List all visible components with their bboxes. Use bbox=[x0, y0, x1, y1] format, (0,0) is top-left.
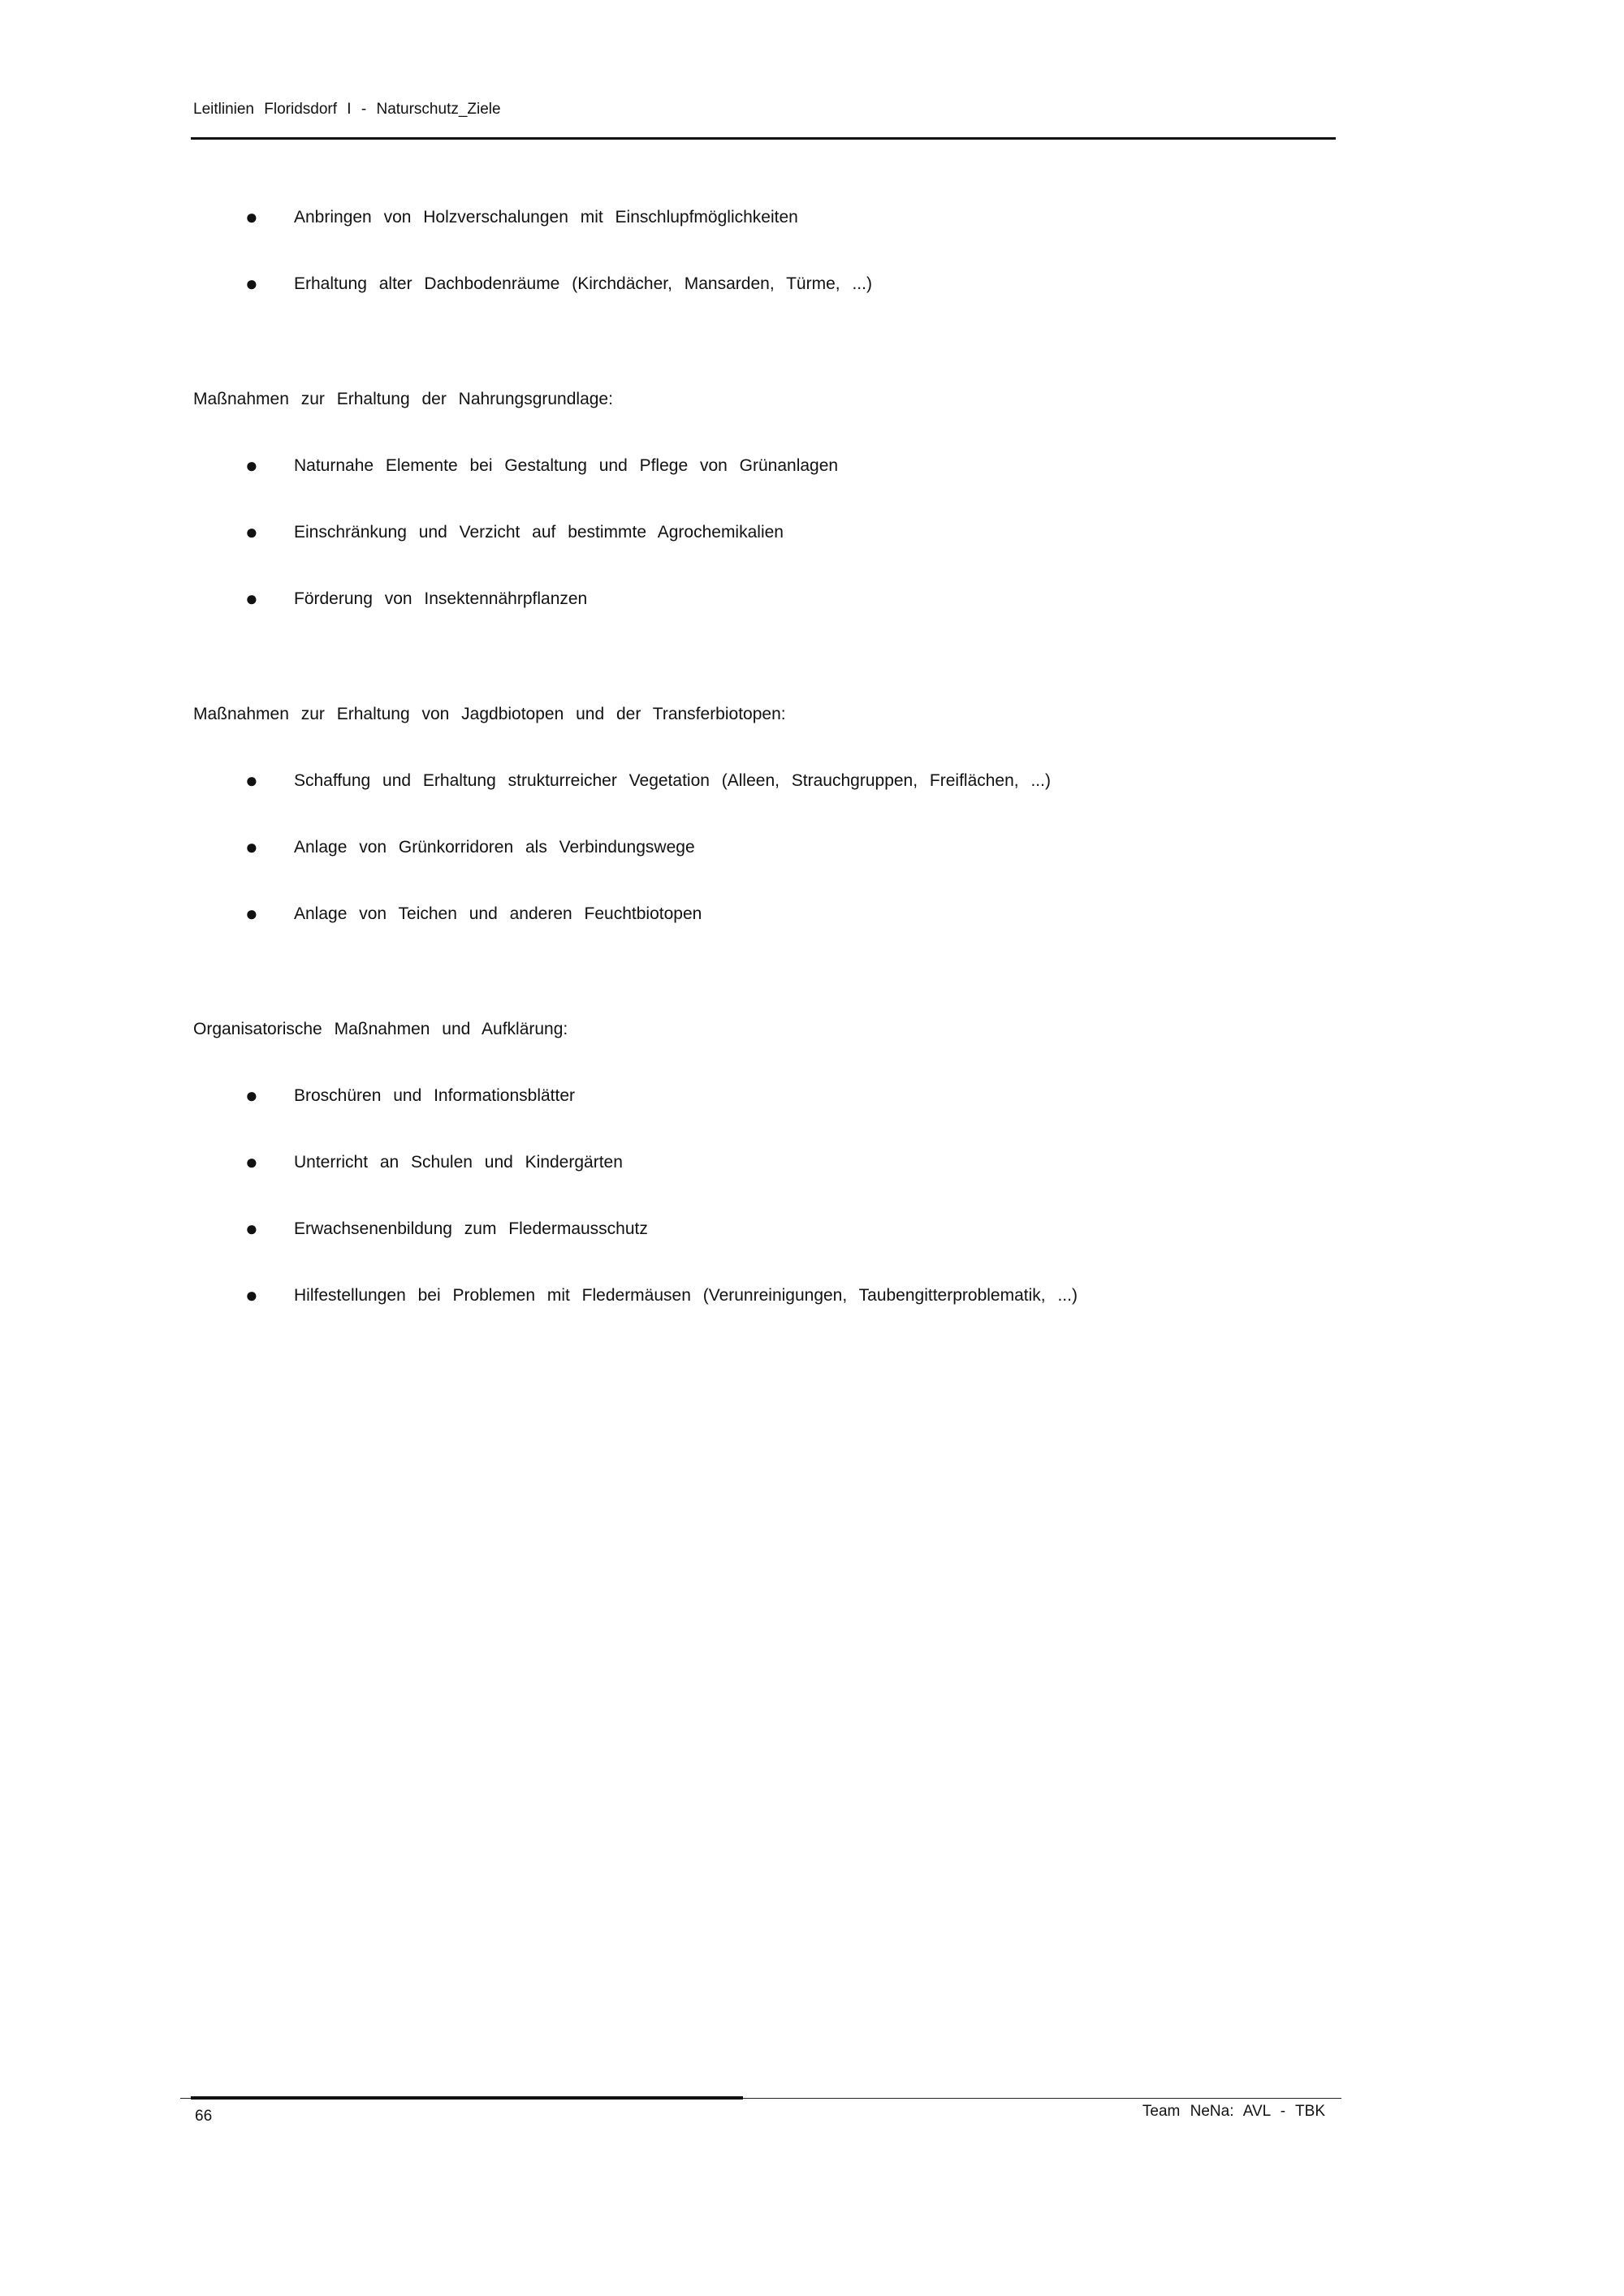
list-item bbox=[193, 201, 1346, 268]
list-item bbox=[193, 898, 1346, 965]
page-number: 66 bbox=[195, 2108, 213, 2125]
section-heading: Organisatorische Maßnahmen und Aufklärung: bbox=[193, 1020, 568, 1038]
bullet-icon: ● bbox=[245, 1083, 258, 1107]
header-divider bbox=[191, 137, 1336, 140]
list-item bbox=[193, 1213, 1346, 1280]
list-item-text: Anbringen von Holzverschalungen mit Einschlupfmöglichkeiten bbox=[294, 208, 798, 227]
section-nahrungsgrundlage bbox=[193, 383, 1346, 650]
bullet-icon: ● bbox=[245, 520, 258, 544]
page-header-title: Leitlinien Floridsdorf I - Naturschutz_Ziele bbox=[193, 101, 501, 118]
list-item-text: Anlage von Grünkorridoren als Verbindungswege bbox=[294, 838, 695, 857]
list-item-text: Erhaltung alter Dachbodenräume (Kirchdächer, Mansarden, Türme, ...) bbox=[294, 274, 872, 293]
bullet-list bbox=[193, 1080, 1346, 1346]
list-item bbox=[193, 450, 1346, 516]
bullet-icon: ● bbox=[245, 901, 258, 926]
intro-bullet-list bbox=[193, 201, 1346, 334]
bullet-icon: ● bbox=[245, 205, 258, 229]
bullet-icon: ● bbox=[245, 1216, 258, 1241]
bullet-icon: ● bbox=[245, 1150, 258, 1174]
list-item-text: Broschüren und Informationsblätter bbox=[294, 1086, 576, 1105]
bullet-list bbox=[193, 765, 1346, 965]
list-item-text: Förderung von Insektennährpflanzen bbox=[294, 589, 588, 608]
bullet-list bbox=[193, 450, 1346, 650]
list-item-text: Erwachsenenbildung zum Fledermausschutz bbox=[294, 1219, 648, 1238]
bullet-icon: ● bbox=[245, 835, 258, 859]
list-item bbox=[193, 1280, 1346, 1346]
list-item bbox=[193, 831, 1346, 898]
list-item-text: Einschränkung und Verzicht auf bestimmte Agrochemikalien bbox=[294, 523, 784, 542]
bullet-icon: ● bbox=[245, 768, 258, 792]
list-item-text: Anlage von Teichen und anderen Feuchtbiotopen bbox=[294, 904, 702, 923]
list-item-text: Hilfestellungen bei Problemen mit Fledermäusen (Verunreinigungen, Taubengitterproblematik, ...) bbox=[294, 1286, 1078, 1305]
list-item-text: Naturnahe Elemente bei Gestaltung und Pflege von Grünanlagen bbox=[294, 456, 839, 475]
list-item bbox=[193, 1080, 1346, 1146]
list-item bbox=[193, 516, 1346, 583]
section-heading: Maßnahmen zur Erhaltung von Jagdbiotopen und der Transferbiotopen: bbox=[193, 705, 786, 723]
section-jagdbiotope bbox=[193, 698, 1346, 965]
list-item bbox=[193, 765, 1346, 831]
bullet-icon: ● bbox=[245, 271, 258, 296]
bullet-icon: ● bbox=[245, 453, 258, 477]
footer-divider-accent bbox=[191, 2096, 743, 2100]
page-content bbox=[193, 201, 1346, 1346]
list-item-text: Schaffung und Erhaltung strukturreicher Vegetation (Alleen, Strauchgruppen, Freiflächen, ...) bbox=[294, 771, 1051, 790]
list-item-text: Unterricht an Schulen und Kindergärten bbox=[294, 1153, 623, 1172]
section-heading: Maßnahmen zur Erhaltung der Nahrungsgrundlage: bbox=[193, 390, 613, 408]
list-item bbox=[193, 1146, 1346, 1213]
bullet-icon: ● bbox=[245, 1283, 258, 1307]
list-item bbox=[193, 268, 1346, 334]
footer-team-label: Team NeNa: AVL - TBK bbox=[1142, 2103, 1325, 2120]
section-aufklaerung bbox=[193, 1013, 1346, 1346]
list-item bbox=[193, 583, 1346, 650]
bullet-icon: ● bbox=[245, 586, 258, 611]
